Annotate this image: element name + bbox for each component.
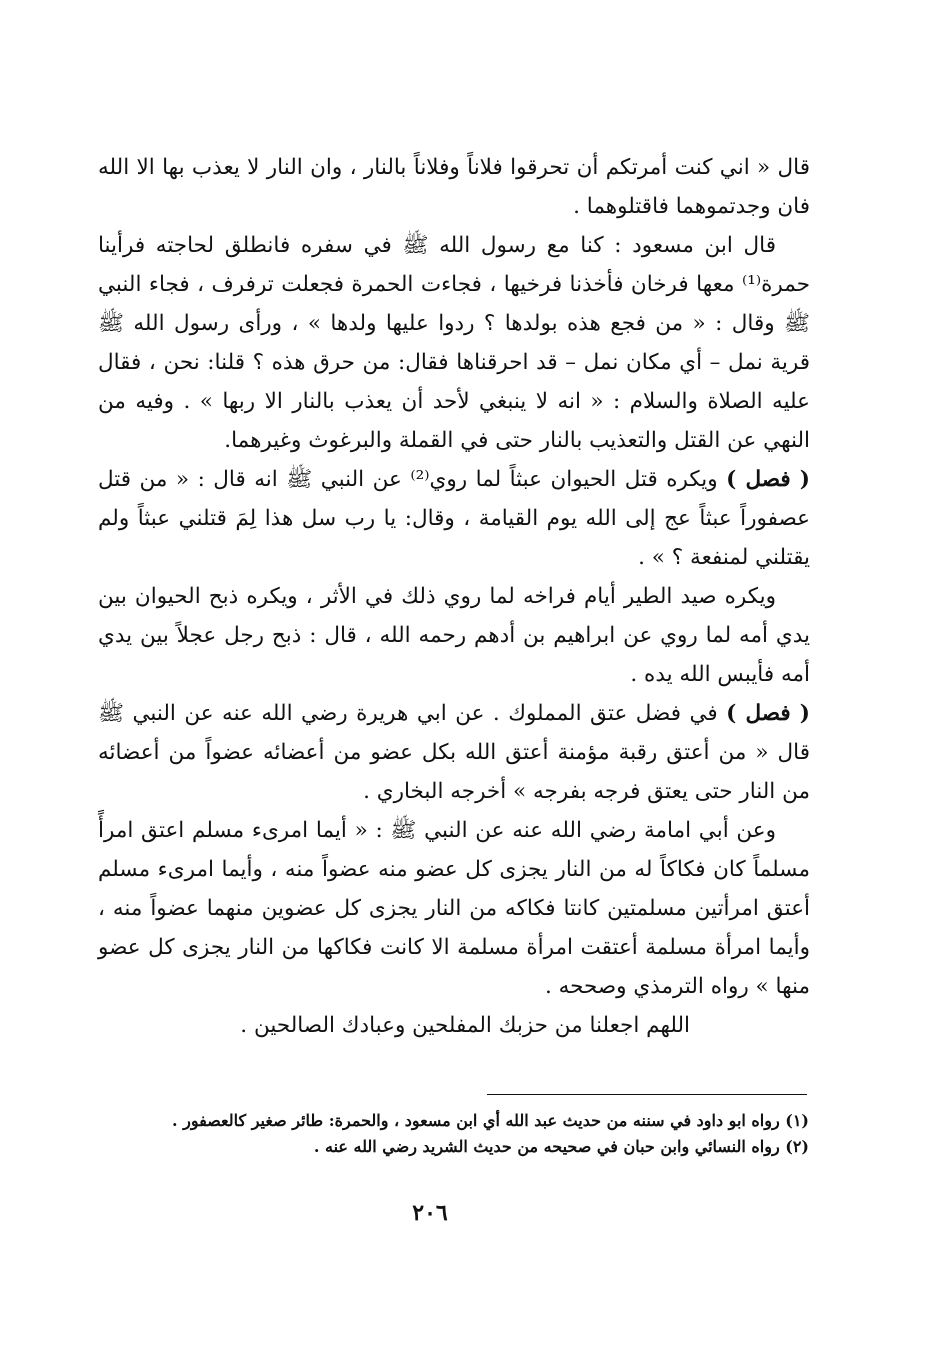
- closing-prayer: [98, 1006, 810, 1045]
- paragraph-4-text: ويكره صيد الطير أيام فراخه لما روي ذلك في الأثر ، ويكره ذبح الحيوان بين يدي أمه لما روي عن ابراهيم بن أدهم رحمه الله ، قال : ذبح رجل عجلاً بين يدي أمه فأيبس الله يده .: [98, 584, 810, 687]
- footnote-1: (١) رواه ابو داود في سننه من حديث عبد الله أي ابن مسعود ، والحمرة: طائر صغير كالعصفور .: [171, 1111, 809, 1130]
- paragraph-5: [98, 694, 810, 811]
- paragraph-1-text: قال « اني كنت أمرتكم أن تحرقوا فلاناً وفلاناً بالنار ، وان النار لا يعذب بها الا الله فان وجدتموهما فاقتلوهما .: [98, 155, 810, 219]
- page-number: ٢٠٦: [412, 1200, 448, 1226]
- closing-prayer-text: اللهم اجعلنا من حزبك المفلحين وعبادك الصالحين .: [240, 1013, 690, 1038]
- section-label: ( فصل ): [726, 701, 810, 726]
- paragraph-3-text: ويكره قتل الحيوان عبثاً لما روي⁽²⁾ عن النبي ﷺ انه قال : « من قتل عصفوراً عبثاً عج إلى الله يوم القيامة ، وقال: يا رب سل هذا لِمَ قتلني عبثاً ولم يقتلني لمنفعة ؟ » .: [98, 467, 810, 570]
- section-label: ( فصل ): [726, 467, 810, 492]
- footnote-2: (٢) رواه النسائي وابن حبان في صحيحه من حديث الشريد رضي الله عنه .: [313, 1137, 809, 1156]
- paragraph-3: [98, 460, 810, 577]
- paragraph-2-text: قال ابن مسعود : كنا مع رسول الله ﷺ في سفره فانطلق لحاجته فرأينا حمرة⁽¹⁾ معها فرخان فأخذنا فرخيها ، فجاءت الحمرة فجعلت ترفرف ، فجاء النبي ﷺ وقال : « من فجع هذه بولدها ؟ ردوا عليها ولدها » ، ورأى رسول الله ﷺ قرية نمل – أي مكان نمل – قد احرقناها فقال: من حرق هذه ؟ قلنا: نحن ، فقال عليه الصلاة والسلام : « انه لا ينبغي لأحد أن يعذب بالنار الا ربها » . وفيه من النهي عن القتل والتعذيب بالنار حتى في القملة والبرغوث وغيرهما.: [98, 233, 810, 453]
- page-body: [98, 148, 810, 1045]
- paragraph-2: [98, 226, 810, 460]
- paragraph-6: [98, 811, 810, 1006]
- footnotes: [109, 1108, 809, 1160]
- paragraph-1: [98, 148, 810, 226]
- paragraph-5-text: في فضل عتق المملوك . عن ابي هريرة رضي الله عنه عن النبي ﷺ قال « من أعتق رقبة مؤمنة أعتق الله بكل عضو من أعضائه عضواً من أعضائه من النار حتى يعتق فرجه بفرجه » أخرجه البخاري .: [98, 701, 810, 804]
- footnote-divider: [487, 1094, 807, 1095]
- main-text: [98, 148, 810, 1045]
- paragraph-6-text: وعن أبي امامة رضي الله عنه عن النبي ﷺ : « أيما امرىء مسلم اعتق امرأً مسلماً كان فكاكاً له من النار يجزى كل عضو منه عضواً منه ، وأيما امرىء مسلم أعتق امرأتين مسلمتين كانتا فكاكه من النار يجزى كل عضوين منهما عضواً منه ، وأيما امرأة مسلمة أعتقت امرأة مسلمة الا كانت فكاكها من النار يجزى كل عضو منها » رواه الترمذي وصححه .: [98, 818, 810, 999]
- paragraph-4: [98, 577, 810, 694]
